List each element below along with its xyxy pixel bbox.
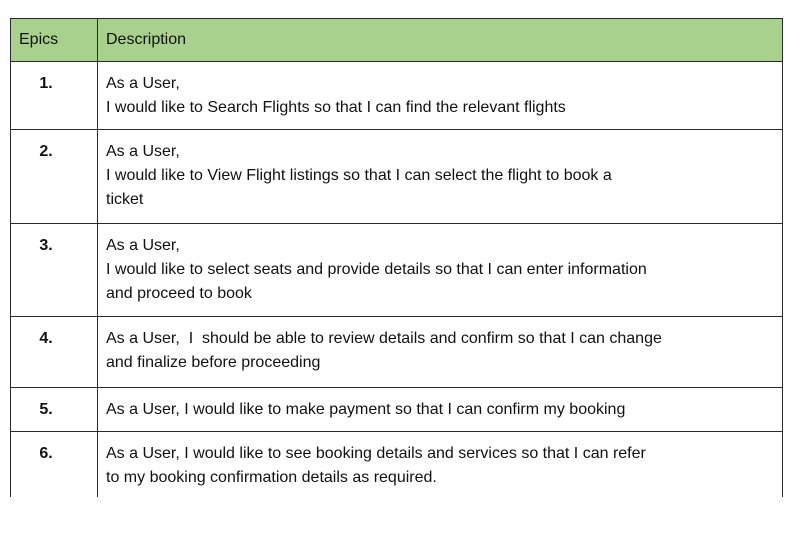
description-line: As a User, xyxy=(106,237,180,254)
description-line: As a User, xyxy=(106,143,180,160)
epic-description xyxy=(98,432,783,498)
table-row xyxy=(11,317,783,388)
table-row xyxy=(11,224,783,317)
header-row xyxy=(11,19,783,62)
epic-description xyxy=(98,317,783,388)
epic-description xyxy=(98,62,783,130)
table-header xyxy=(11,19,783,62)
epic-number: 3. xyxy=(11,224,98,317)
header-epics: Epics xyxy=(11,19,98,62)
epics-table xyxy=(10,18,783,497)
epic-description xyxy=(98,224,783,317)
description-line: to my booking confirmation details as required. xyxy=(106,469,437,486)
epic-description xyxy=(98,388,783,432)
description-line: I would like to View Flight listings so that I can select the flight to book a xyxy=(106,167,612,184)
epic-number: 4. xyxy=(11,317,98,388)
description-line: and proceed to book xyxy=(106,285,252,302)
description-line: As a User, I should be able to review details and confirm so that I can change xyxy=(106,330,662,347)
table-row xyxy=(11,130,783,224)
table-row xyxy=(11,388,783,432)
table-row xyxy=(11,432,783,498)
epic-number: 5. xyxy=(11,388,98,432)
epic-number: 2. xyxy=(11,130,98,224)
description-line: As a User, I would like to see booking details and services so that I can refer xyxy=(106,445,646,462)
description-line: I would like to Search Flights so that I can find the relevant flights xyxy=(106,99,566,116)
description-line: and finalize before proceeding xyxy=(106,354,321,371)
epic-number: 6. xyxy=(11,432,98,498)
description-line: As a User, xyxy=(106,75,180,92)
description-line: As a User, I would like to make payment so that I can confirm my booking xyxy=(106,401,626,418)
table-row xyxy=(11,62,783,130)
table-body xyxy=(11,62,783,498)
epic-description xyxy=(98,130,783,224)
description-line: I would like to select seats and provide details so that I can enter information xyxy=(106,261,647,278)
epic-number: 1. xyxy=(11,62,98,130)
header-description: Description xyxy=(98,19,783,62)
description-line: ticket xyxy=(106,191,144,208)
